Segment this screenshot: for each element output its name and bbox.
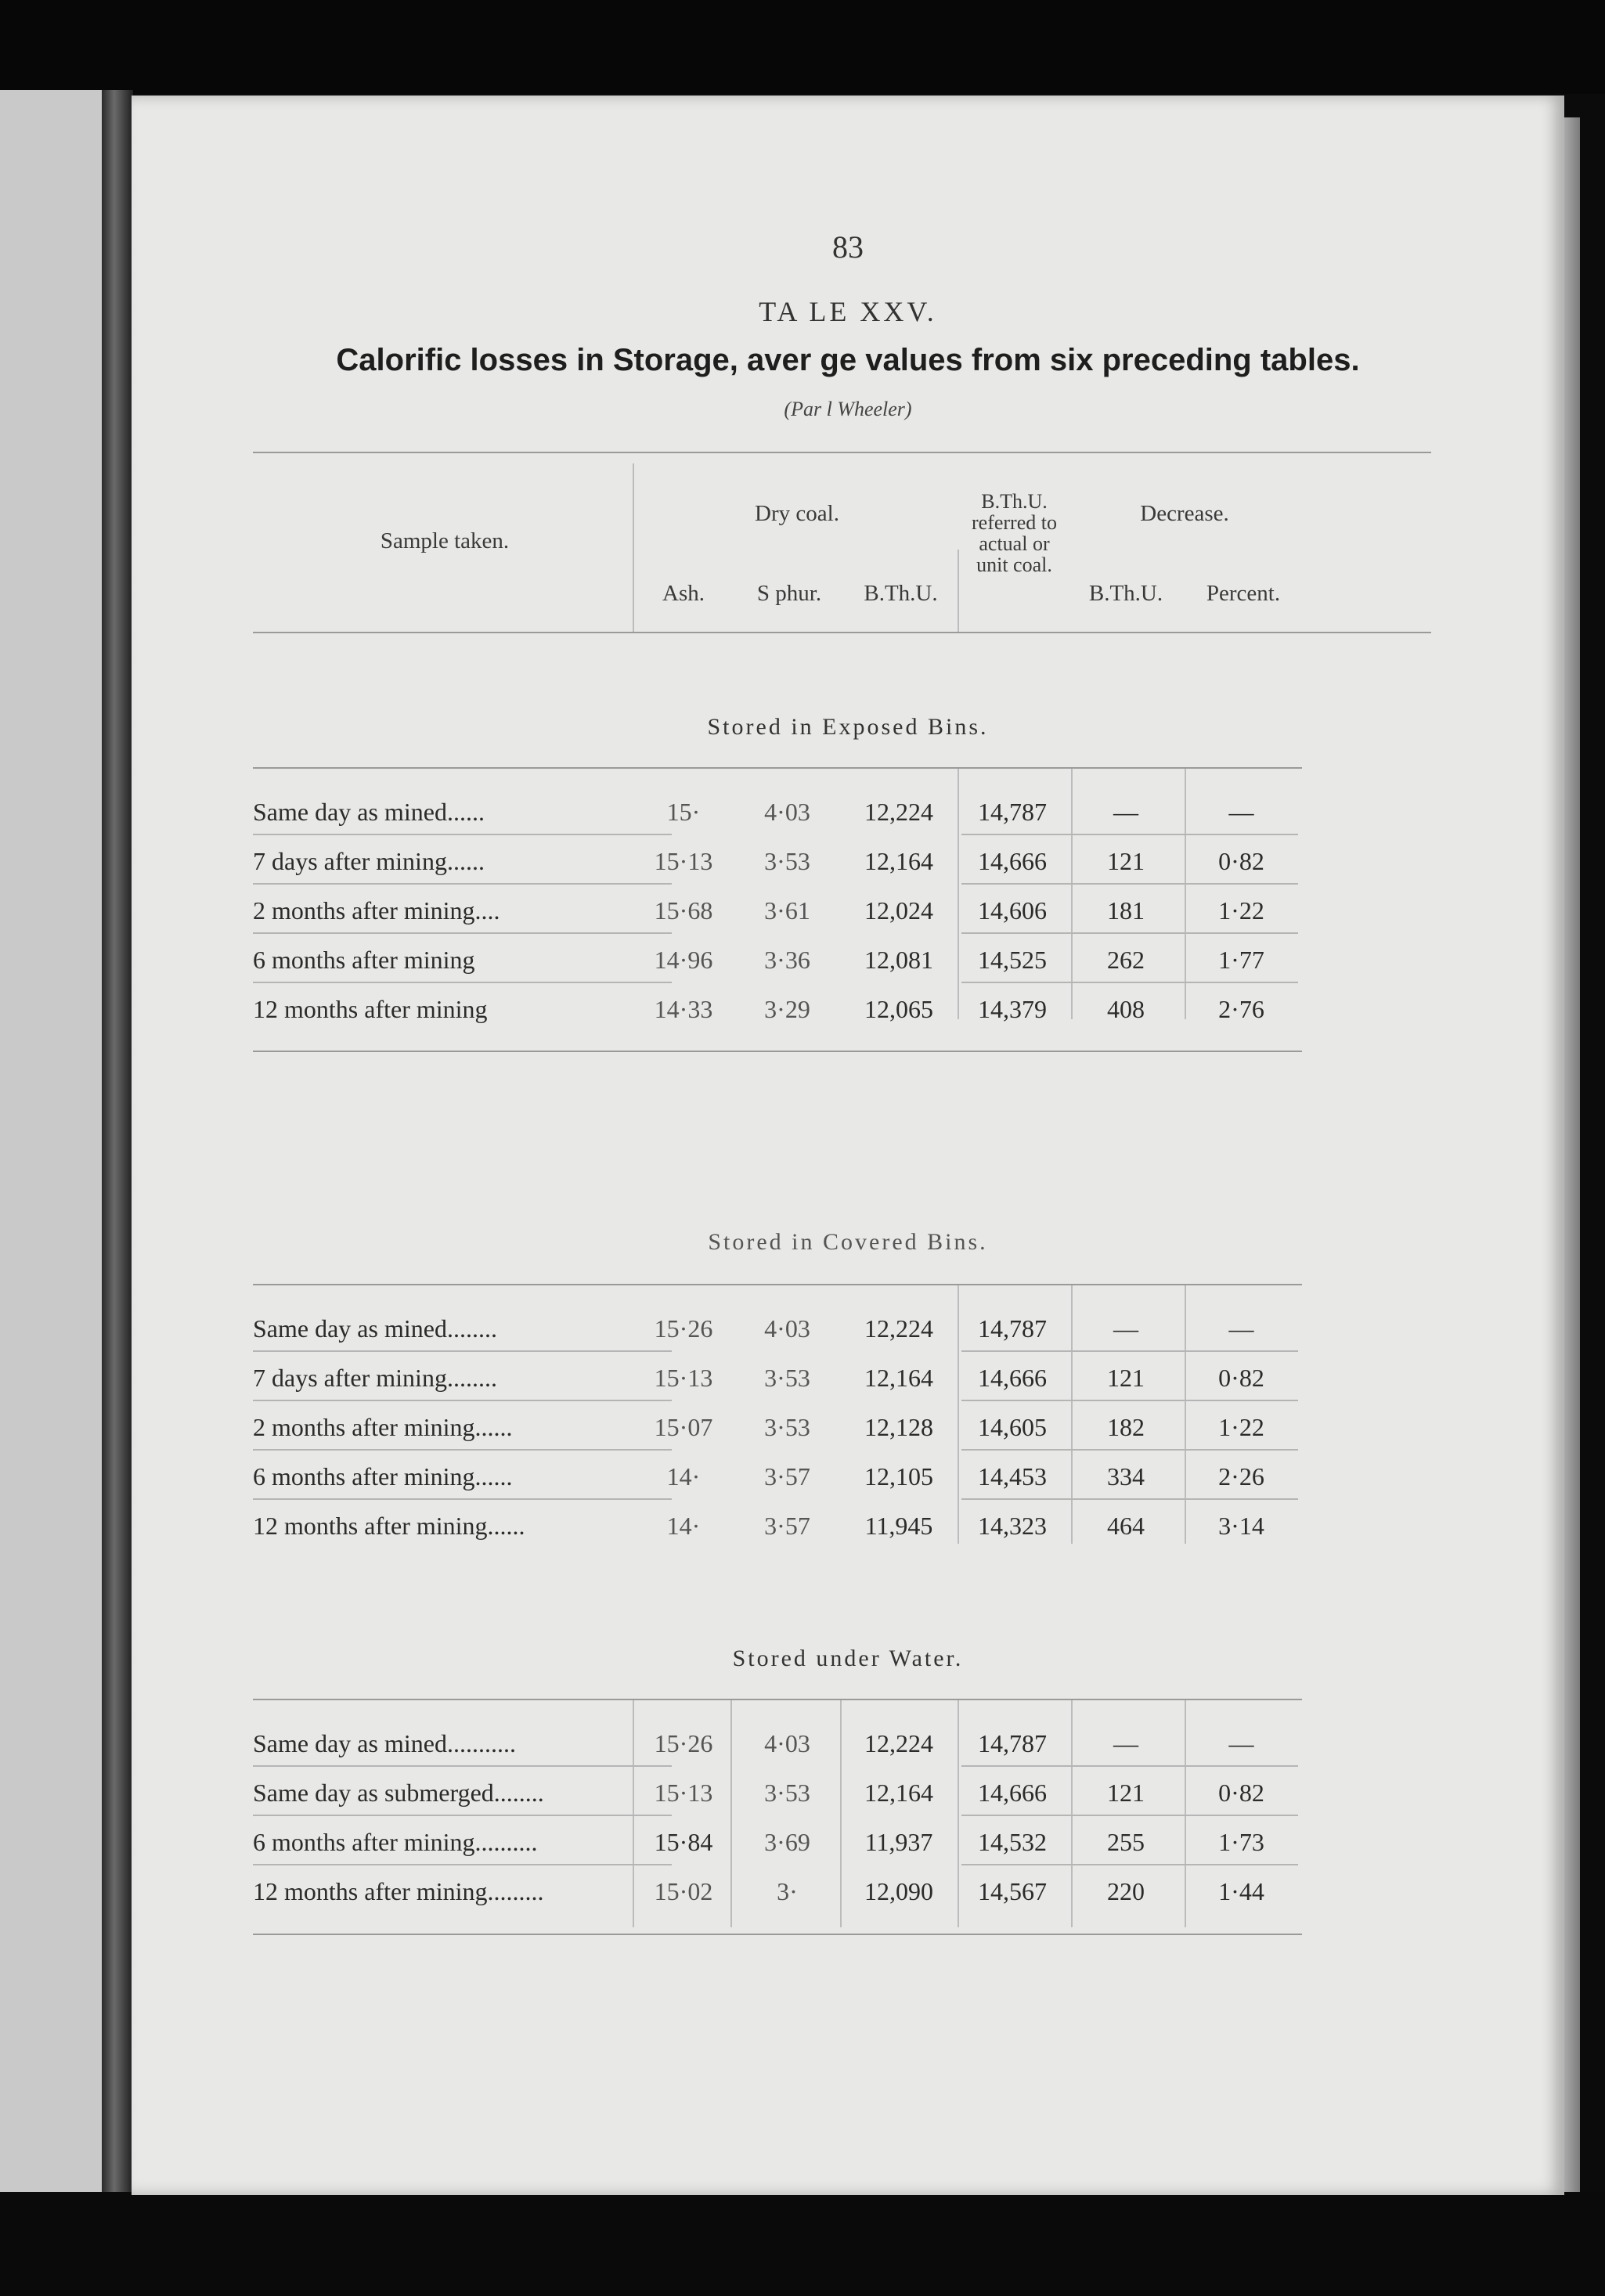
row-label: 2 months after mining.... [253,896,500,925]
table-row [132,936,1564,983]
btu-value: 11,937 [864,1828,933,1856]
header-ash: Ash. [662,581,705,606]
row-label: 12 months after mining...... [253,1512,525,1540]
scan-background-top [0,0,1605,94]
decrease-percent-value: 1·22 [1218,1413,1264,1441]
decrease-percent-value: 1·77 [1218,946,1264,974]
header-dry-coal: Dry coal. [755,501,839,526]
decrease-btu-value: — [1113,1729,1138,1757]
decrease-btu-value: 181 [1107,896,1145,925]
table-row [132,1818,1564,1865]
table-row [132,1404,1564,1451]
table-row [132,1720,1564,1767]
decrease-btu-value: 121 [1107,1779,1145,1807]
table-number: TA LE XXV. [759,296,937,327]
table-end-rule [253,1934,1302,1935]
row-rule [253,1498,672,1500]
table-row [132,986,1564,1033]
table-row [132,1868,1564,1915]
row-rule [253,1400,672,1401]
section-rule [253,767,1302,769]
btu-value: 12,224 [864,798,933,826]
section-end-rule [253,1051,1302,1052]
row-rule [253,1765,672,1767]
btu-value: 12,224 [864,1314,933,1343]
row-label: 6 months after mining [253,946,475,974]
row-label: 7 days after mining...... [253,847,485,875]
btu-value: 12,128 [864,1413,933,1441]
btu-value: 12,024 [864,896,933,925]
decrease-percent-value: 1·22 [1218,896,1264,925]
table-title: Calorific losses in Storage, aver ge values from six preceding tables. [336,343,1360,377]
btu-actual-value: 14,567 [978,1877,1047,1905]
row-label: Same day as submerged........ [253,1779,544,1807]
row-label: Same day as mined........... [253,1729,516,1757]
row-label: 12 months after mining......... [253,1877,544,1905]
btu-value: 11,945 [864,1512,933,1540]
table-row [132,788,1564,835]
sulphur-value: 3·53 [764,1413,810,1441]
btu-actual-value: 14,787 [978,1729,1047,1757]
decrease-percent-value: 3·14 [1218,1512,1264,1540]
header-bottom-rule [253,632,1431,633]
ash-value: 15·68 [654,896,713,925]
row-label: Same day as mined...... [253,798,485,826]
btu-actual-value: 14,666 [978,1779,1047,1807]
sulphur-value: 3·53 [764,1779,810,1807]
btu-value: 12,164 [864,1779,933,1807]
ash-value: 15·13 [654,1779,713,1807]
sulphur-value: 3·61 [764,896,810,925]
decrease-btu-value: 121 [1107,1364,1145,1392]
sulphur-value: 3·57 [764,1512,810,1540]
header-decrease: Decrease. [1140,501,1229,526]
ash-value: 15· [666,798,701,826]
table-subtitle: (Par l Wheeler) [784,398,912,420]
decrease-percent-value: — [1228,1729,1254,1757]
table-row [132,1502,1564,1549]
decrease-btu-value: — [1113,798,1138,826]
decrease-btu-value: 255 [1107,1828,1145,1856]
btu-actual-value: 14,666 [978,847,1047,875]
row-label: 12 months after mining [253,995,488,1023]
facing-page-edge [0,90,117,2196]
header-divider [958,550,959,632]
row-rule [253,982,672,983]
sulphur-value: 4·03 [764,1729,810,1757]
table-row [132,838,1564,885]
ash-value: 14·33 [654,995,713,1023]
ash-value: 14· [666,1512,701,1540]
row-rule [961,883,1298,885]
row-rule [253,883,672,885]
row-rule [961,1400,1298,1401]
table-row [132,887,1564,934]
row-rule [961,1498,1298,1500]
table-row [132,1354,1564,1401]
header-top-rule [253,452,1431,453]
decrease-btu-value: 121 [1107,847,1145,875]
decrease-btu-value: 262 [1107,946,1145,974]
decrease-btu-value: 464 [1107,1512,1145,1540]
row-rule [253,834,672,835]
decrease-percent-value: — [1228,1314,1254,1343]
row-label: 2 months after mining...... [253,1413,513,1441]
header-decrease-btu: B.Th.U. [1088,581,1163,606]
section-rule [253,1284,1302,1285]
decrease-btu-value: 220 [1107,1877,1145,1905]
ash-value: 15·26 [654,1729,713,1757]
btu-value: 12,224 [864,1729,933,1757]
sulphur-value: 3·29 [764,995,810,1023]
row-rule [961,1815,1298,1816]
row-rule [253,1350,672,1352]
row-label: Same day as mined........ [253,1314,497,1343]
row-rule [253,1449,672,1451]
ash-value: 15·07 [654,1413,713,1441]
sulphur-value: 3· [777,1877,798,1905]
btu-actual-value: 14,525 [978,946,1047,974]
btu-actual-value: 14,606 [978,896,1047,925]
table-row [132,1769,1564,1816]
ash-value: 15·13 [654,847,713,875]
row-rule [253,1864,672,1865]
btu-actual-value: 14,666 [978,1364,1047,1392]
decrease-percent-value: 1·44 [1218,1877,1264,1905]
header-percent: Percent. [1206,581,1281,606]
decrease-btu-value: 408 [1107,995,1145,1023]
row-rule [961,982,1298,983]
decrease-percent-value: 1·73 [1218,1828,1264,1856]
ash-value: 14· [666,1462,701,1490]
btu-actual-value: 14,787 [978,798,1047,826]
row-rule [961,1864,1298,1865]
sulphur-value: 3·53 [764,1364,810,1392]
decrease-btu-value: 182 [1107,1413,1145,1441]
document-page [132,96,1564,2195]
btu-value: 12,164 [864,1364,933,1392]
row-label: 7 days after mining........ [253,1364,497,1392]
sulphur-value: 3·57 [764,1462,810,1490]
btu-actual-value: 14,453 [978,1462,1047,1490]
btu-value: 12,081 [864,946,933,974]
row-label: 6 months after mining...... [253,1462,513,1490]
header-btu: B.Th.U. [864,581,938,606]
decrease-percent-value: 0·82 [1218,1364,1264,1392]
scan-background-bottom [0,2192,1605,2296]
row-rule [961,1350,1298,1352]
ash-value: 15·84 [654,1828,713,1856]
sulphur-value: 3·69 [764,1828,810,1856]
book-spine [102,90,133,2196]
ash-value: 15·13 [654,1364,713,1392]
section-title: Stored in Covered Bins. [708,1229,988,1255]
sulphur-value: 3·36 [764,946,810,974]
header-btu-actual: B.Th.U. referred to actual or unit coal. [972,490,1057,576]
row-rule [961,932,1298,934]
btu-actual-value: 14,787 [978,1314,1047,1343]
decrease-percent-value: 0·82 [1218,847,1264,875]
header-sulphur: S phur. [756,581,822,606]
decrease-btu-value: 334 [1107,1462,1145,1490]
row-rule [253,1815,672,1816]
btu-value: 12,065 [864,995,933,1023]
row-rule [961,834,1298,835]
sulphur-value: 4·03 [764,1314,810,1343]
ash-value: 15·26 [654,1314,713,1343]
header-divider [633,463,634,632]
row-rule [961,1449,1298,1451]
btu-actual-value: 14,379 [978,995,1047,1023]
ash-value: 14·96 [654,946,713,974]
btu-value: 12,090 [864,1877,933,1905]
table-row [132,1453,1564,1500]
btu-actual-value: 14,605 [978,1413,1047,1441]
ash-value: 15·02 [654,1877,713,1905]
sulphur-value: 3·53 [764,847,810,875]
section-title: Stored in Exposed Bins. [707,714,989,740]
btu-actual-value: 14,323 [978,1512,1047,1540]
sulphur-value: 4·03 [764,798,810,826]
decrease-btu-value: — [1113,1314,1138,1343]
row-label: 6 months after mining.......... [253,1828,538,1856]
section-rule [253,1699,1302,1700]
decrease-percent-value: 0·82 [1218,1779,1264,1807]
section-title: Stored under Water. [732,1645,964,1671]
decrease-percent-value: 2·26 [1218,1462,1264,1490]
row-rule [961,1765,1298,1767]
page-number: 83 [832,229,864,265]
btu-actual-value: 14,532 [978,1828,1047,1856]
table-row [132,1305,1564,1352]
header-sample: Sample taken. [380,528,510,553]
decrease-percent-value: 2·76 [1218,995,1264,1023]
row-rule [253,932,672,934]
decrease-percent-value: — [1228,798,1254,826]
btu-value: 12,105 [864,1462,933,1490]
btu-value: 12,164 [864,847,933,875]
